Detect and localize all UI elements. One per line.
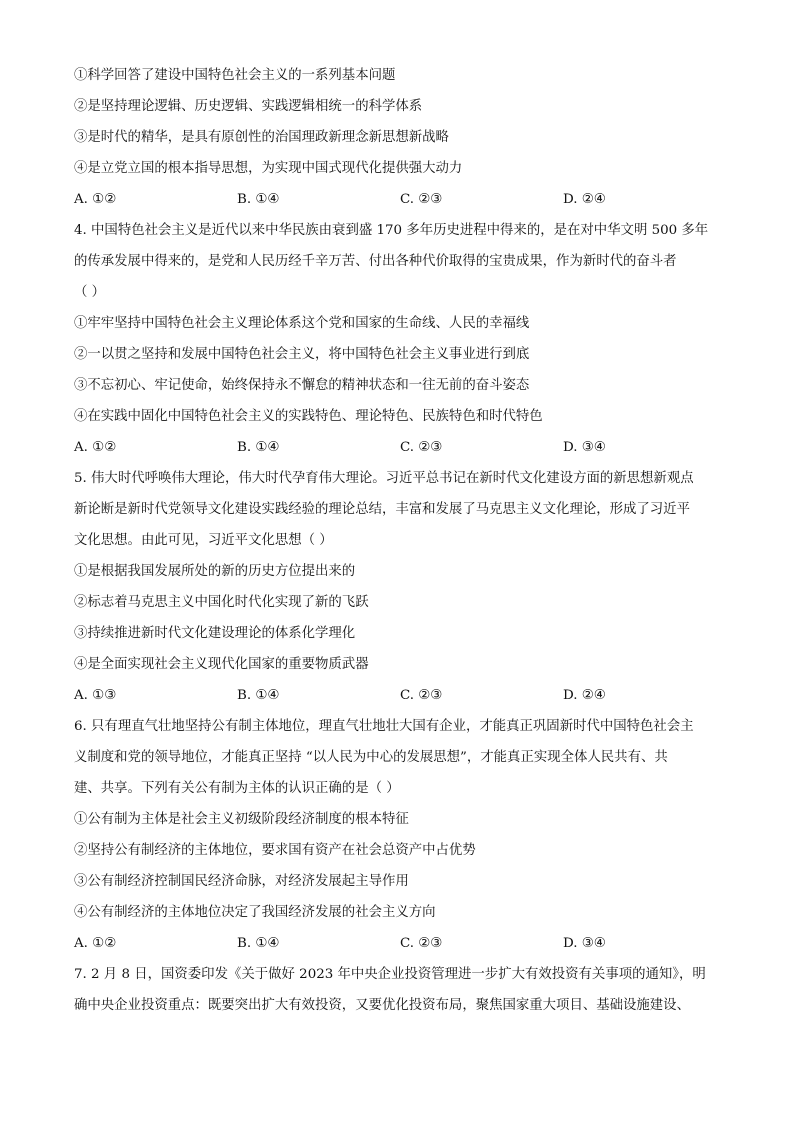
question-6	[74, 711, 734, 959]
question-stem-line: 文化思想。由此可见，习近平文化思想（ ）	[74, 533, 333, 548]
option-c: C. ②③	[400, 192, 443, 207]
statement-4: ④是立党立国的根本指导思想，为实现中国式现代化提供强大动力	[74, 161, 463, 176]
statement-3: ③公有制经济控制国民经济命脉，对经济发展起主导作用	[74, 874, 409, 889]
question-4	[74, 215, 734, 463]
option-d: D. ③④	[563, 440, 606, 455]
statement-3: ③不忘初心、牢记使命，始终保持永不懈怠的精神状态和一往无前的奋斗姿态	[74, 378, 530, 393]
option-a: A. ①②	[74, 440, 117, 455]
statement-2: ②标志着马克思主义中国化时代化实现了新的飞跃	[74, 595, 369, 610]
option-a: A. ①③	[74, 688, 117, 703]
question-5	[74, 463, 734, 711]
option-d: D. ②④	[563, 688, 606, 703]
statement-3: ③持续推进新时代文化建设理论的体系化学理化	[74, 626, 356, 641]
answer-options	[74, 680, 734, 711]
question-stem-line: 7. 2 月 8 日，国资委印发《关于做好 2023 年中央企业投资管理进一步扩大有效投资有关事项的通知》，明	[74, 967, 706, 982]
question-stem-line: 义制度和党的领导地位，才能真正坚持 “以人民为中心的发展思想”，才能真正实现全体人民共有、共	[74, 750, 668, 765]
statement-1: ①公有制为主体是社会主义初级阶段经济制度的根本特征	[74, 812, 409, 827]
statement-1: ①是根据我国发展所处的新的历史方位提出来的	[74, 564, 356, 579]
option-b: B. ①④	[237, 688, 280, 703]
answer-options	[74, 432, 734, 463]
option-b: B. ①④	[237, 192, 280, 207]
option-c: C. ②③	[400, 440, 443, 455]
question-stem-line: 5. 伟大时代呼唤伟大理论，伟大时代孕育伟大理论。习近平总书记在新时代文化建设方面的新思想新观点	[74, 471, 694, 486]
statement-1: ①牢牢坚持中国特色社会主义理论体系这个党和国家的生命线、人民的幸福线	[74, 316, 530, 331]
question-page	[74, 60, 734, 1021]
option-d: D. ③④	[563, 936, 606, 951]
statement-4: ④公有制经济的主体地位决定了我国经济发展的社会主义方向	[74, 905, 436, 920]
option-c: C. ②③	[400, 936, 443, 951]
statement-1: ①科学回答了建设中国特色社会主义的一系列基本问题	[74, 68, 396, 83]
question-stem-line: 新论断是新时代党领导文化建设实践经验的理论总结，丰富和发展了马克思主义文化理论，形成了习近平	[74, 502, 690, 517]
answer-options	[74, 928, 734, 959]
option-c: C. ②③	[400, 688, 443, 703]
statement-2: ②一以贯之坚持和发展中国特色社会主义，将中国特色社会主义事业进行到底	[74, 347, 530, 362]
option-a: A. ①②	[74, 936, 117, 951]
question-stem-line: 的传承发展中得来的，是党和人民历经千辛万苦、付出各种代价取得的宝贵成果，作为新时代的奋斗者	[74, 254, 677, 269]
statement-4: ④是全面实现社会主义现代化国家的重要物质武器	[74, 657, 369, 672]
answer-options	[74, 184, 734, 215]
statement-2: ②是坚持理论逻辑、历史逻辑、实践逻辑相统一的科学体系	[74, 99, 423, 114]
statement-2: ②坚持公有制经济的主体地位，要求国有资产在社会总资产中占优势	[74, 843, 476, 858]
question-stem-line: 建、共享。下列有关公有制为主体的认识正确的是（ ）	[74, 781, 400, 796]
question-7	[74, 959, 734, 1021]
option-b: B. ①④	[237, 936, 280, 951]
question-stem-line: 4. 中国特色社会主义是近代以来中华民族由衰到盛 170 多年历史进程中得来的，是在对中华文明 500 多年	[74, 223, 709, 238]
question-stem-line: （ ）	[74, 285, 106, 300]
option-d: D. ②④	[563, 192, 606, 207]
statement-4: ④在实践中固化中国特色社会主义的实践特色、理论特色、民族特色和时代特色	[74, 409, 543, 424]
question-stem-line: 确中央企业投资重点：既要突出扩大有效投资，又要优化投资布局，聚焦国家重大项目、基础设施建设、	[74, 998, 690, 1013]
option-a: A. ①②	[74, 192, 117, 207]
question-3-block	[74, 60, 734, 215]
option-b: B. ①④	[237, 440, 280, 455]
statement-3: ③是时代的精华，是具有原创性的治国理政新理念新思想新战略	[74, 130, 449, 145]
question-stem-line: 6. 只有理直气壮地坚持公有制主体地位，理直气壮地壮大国有企业，才能真正巩固新时代中国特色社会主	[74, 719, 694, 734]
